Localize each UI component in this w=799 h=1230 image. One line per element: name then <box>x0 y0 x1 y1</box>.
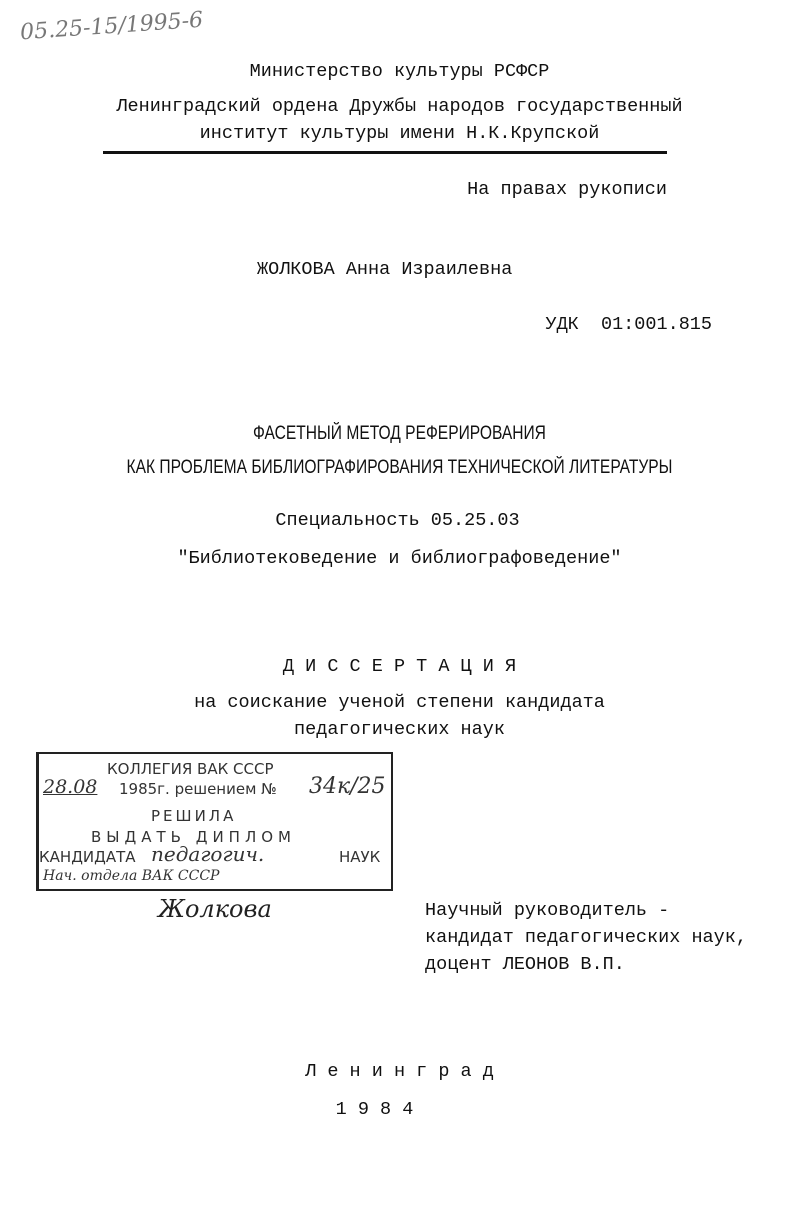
document-type: Д И С С Е Р Т А Ц И Я <box>282 656 517 677</box>
stamp-number: 34к/25 <box>309 774 386 799</box>
stamp-date: 28.08 <box>43 776 98 798</box>
supervisor-line3: доцент ЛЕОНОВ В.П. <box>425 954 625 975</box>
author-signature: Жолкова <box>158 895 272 923</box>
supervisor-line2: кандидат педагогических наук, <box>425 927 747 948</box>
stamp-line5-suffix: НАУК <box>339 848 381 866</box>
title-line1: ФАСЕТНЫЙ МЕТОД РЕФЕРИРОВАНИЯ <box>253 423 546 444</box>
ministry: Министерство культуры РСФСР <box>249 61 550 82</box>
institute-line1: Ленинградский ордена Дружбы народов государственный <box>116 96 683 117</box>
title-line2: КАК ПРОБЛЕМА БИБЛИОГРАФИРОВАНИЯ ТЕХНИЧЕСКОЙ ЛИТЕРАТУРЫ <box>126 457 673 478</box>
degree-line2: педагогических наук <box>294 719 505 740</box>
manuscript-note: На правах рукописи <box>467 179 667 200</box>
city: Л е н и н г р а д <box>305 1061 494 1082</box>
specialty-name: "Библиотековедение и библиографоведение" <box>177 548 622 569</box>
vak-stamp <box>36 752 393 891</box>
stamp-line6: Нач. отдела ВАК СССР <box>43 868 220 884</box>
archive-handwritten-note: 05.25-15/1995-6 <box>19 7 204 46</box>
stamp-line5-handwritten: педагогич. <box>151 842 265 866</box>
udc-code: УДК 01:001.815 <box>545 314 712 335</box>
degree-line1: на соискание ученой степени кандидата <box>194 692 605 713</box>
author-name: ЖОЛКОВА Анна Израилевна <box>257 259 513 280</box>
stamp-year: 1985г. решением № <box>119 780 277 798</box>
stamp-line5-prefix: КАНДИДАТА <box>39 848 136 866</box>
header-rule <box>103 151 667 154</box>
specialty: Специальность 05.25.03 <box>275 510 520 531</box>
stamp-line1: КОЛЛЕГИЯ ВАК СССР <box>107 760 274 778</box>
institute-line2: институт культуры имени Н.К.Крупской <box>199 123 600 144</box>
supervisor-line1: Научный руководитель - <box>425 900 670 921</box>
year: 1 9 8 4 <box>335 1099 414 1120</box>
stamp-line4: ВЫДАТЬ ДИПЛОМ <box>91 828 296 846</box>
stamp-line3: РЕШИЛА <box>151 807 237 825</box>
